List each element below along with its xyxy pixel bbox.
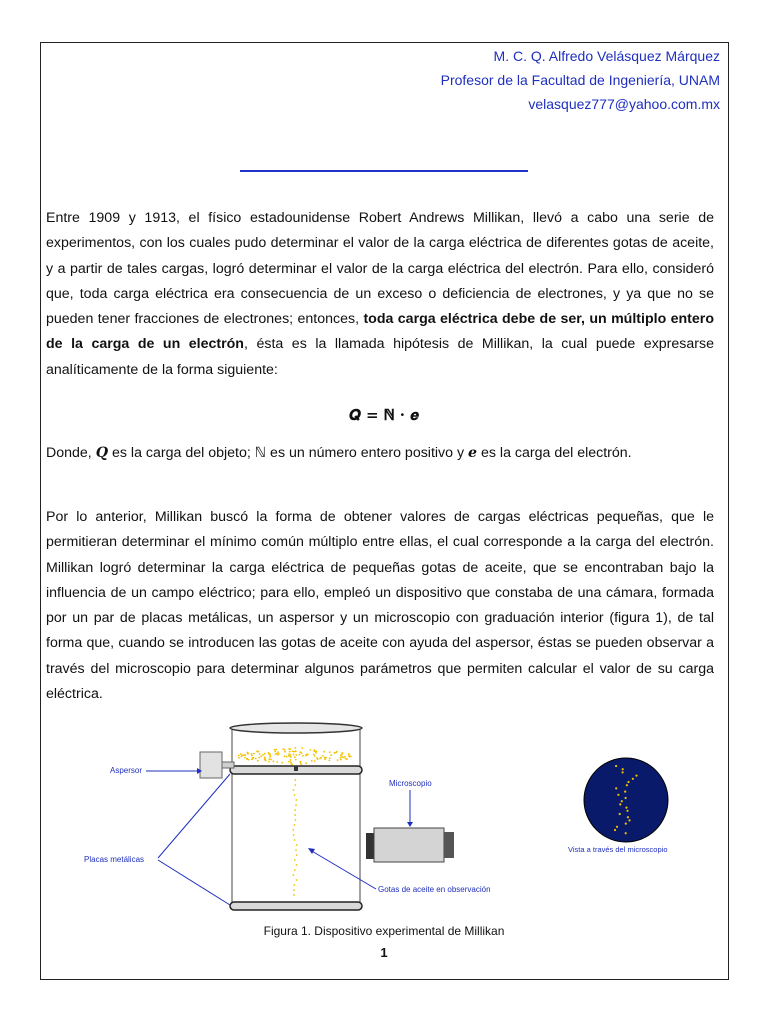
oil-droplet <box>240 753 242 755</box>
label-aspersor: Aspersor <box>110 766 143 775</box>
oil-droplet <box>259 753 261 755</box>
view-droplet <box>625 797 627 799</box>
oil-droplet <box>296 854 298 856</box>
oil-droplet <box>341 756 343 758</box>
arrowhead-microscopio <box>407 822 413 827</box>
oil-droplet <box>340 757 342 759</box>
view-droplet <box>615 787 617 789</box>
oil-droplet <box>294 824 296 826</box>
oil-droplet <box>260 755 262 757</box>
top-cap <box>230 723 362 733</box>
oil-droplet <box>316 751 318 753</box>
sprayer-nozzle <box>222 762 234 768</box>
oil-droplet <box>244 757 246 759</box>
author-position: Profesor de la Facultad de Ingeniería, UNAM <box>440 72 720 88</box>
oil-droplet <box>284 751 286 753</box>
paragraph-intro-text-a: Entre 1909 y 1913, el físico estadounidense Robert Andrews Millikan, llevó a cabo una serie de experimentos, con los cuales pudo determinar el valor de la carga eléctrica de diferentes gotas de aceite, y a partir de tales cargas, logró determinar el valor de la carga eléctrica del electrón. Para ello, consideró que, toda carga eléctrica era consecuencia de un exceso o deficiencia de electrones, y ya que no se pueden tener fracciones de electrones; entonces, <box>46 210 714 328</box>
view-droplet <box>625 807 627 809</box>
oil-droplet <box>293 789 295 791</box>
page-number: 1 <box>380 945 388 960</box>
symbol-e: e <box>468 445 478 461</box>
oil-droplet <box>320 757 322 759</box>
plate-hole <box>294 766 298 771</box>
oil-droplet <box>275 749 277 751</box>
oil-droplet <box>294 859 296 861</box>
oil-droplet <box>274 749 276 751</box>
oil-droplet <box>317 758 319 760</box>
paragraph-intro-text-b: , ésta es la llamada hipótesis de Millikan, la cual puede expresarse analíticamente de la forma siguiente: <box>46 336 714 378</box>
oil-droplet <box>269 753 271 755</box>
oil-droplet <box>330 754 332 756</box>
oil-droplet <box>264 753 266 755</box>
oil-droplet <box>277 751 279 753</box>
figure-caption: Figura 1. Dispositivo experimental de Millikan <box>263 924 505 938</box>
oil-droplet <box>291 764 293 766</box>
equation-legend <box>46 442 632 464</box>
oil-droplet <box>288 748 290 750</box>
oil-droplet <box>295 819 297 821</box>
view-droplet <box>635 775 637 777</box>
oil-droplet <box>314 750 316 752</box>
equation: 𝑸 = ℕ · 𝒆 <box>349 406 419 424</box>
oil-droplet <box>323 751 325 753</box>
oil-droplet <box>298 754 300 756</box>
oil-droplet <box>344 756 346 758</box>
label-microscopio: Microscopio <box>389 779 432 788</box>
view-droplet <box>624 791 626 793</box>
legend-text-b: es la carga del objeto; ℕ es un número entero positivo y <box>108 445 469 461</box>
oil-droplet <box>311 760 313 762</box>
oil-droplet <box>295 754 297 756</box>
label-vista: Vista a través del microscopio <box>568 845 668 854</box>
millikan-hypothesis-bold: toda carga eléctrica debe de ser, un múltiplo entero de la carga de un electrón <box>46 311 714 353</box>
view-droplet <box>625 832 627 834</box>
arrow-placas-top <box>158 774 230 858</box>
oil-droplet <box>269 758 271 760</box>
label-placas: Placas metálicas <box>84 855 145 864</box>
view-droplet <box>627 781 629 783</box>
oil-droplet <box>288 755 290 757</box>
oil-droplet <box>273 760 275 762</box>
oil-droplet <box>296 864 298 866</box>
oil-droplet <box>284 755 286 757</box>
oil-droplet <box>294 794 296 796</box>
microscope-tube <box>374 828 444 862</box>
view-droplet <box>615 765 617 767</box>
arrow-placas-bottom <box>158 860 230 905</box>
oil-droplet <box>251 755 253 757</box>
view-droplet <box>617 794 619 796</box>
oil-droplet <box>307 754 309 756</box>
view-droplet <box>622 768 624 770</box>
oil-droplet <box>299 751 301 753</box>
oil-droplet <box>276 761 278 763</box>
oil-droplet <box>310 749 312 751</box>
legend-text-c: es la carga del electrón. <box>477 445 632 461</box>
oil-droplet <box>247 753 249 755</box>
oil-droplet <box>328 760 330 762</box>
oil-droplet <box>238 755 240 757</box>
author-header <box>441 44 720 116</box>
view-droplet <box>614 829 616 831</box>
oil-droplet <box>289 751 291 753</box>
oil-droplet <box>324 758 326 760</box>
oil-droplet <box>336 751 338 753</box>
oil-droplet <box>294 779 296 781</box>
oil-droplet <box>302 755 304 757</box>
oil-droplet <box>256 750 258 752</box>
oil-droplet <box>305 755 307 757</box>
oil-droplet <box>305 762 307 764</box>
oil-droplet <box>290 759 292 761</box>
oil-droplet <box>262 754 264 756</box>
oil-droplet <box>294 839 296 841</box>
oil-droplet <box>241 754 243 756</box>
oil-droplet <box>294 809 296 811</box>
view-droplet <box>619 813 621 815</box>
view-droplet <box>626 784 628 786</box>
oil-droplet <box>286 756 288 758</box>
oil-droplet <box>329 751 331 753</box>
oil-droplet <box>255 758 257 760</box>
millikan-apparatus-figure <box>80 722 700 922</box>
oil-droplet <box>314 760 316 762</box>
oil-droplet <box>293 834 295 836</box>
oil-droplet <box>293 889 295 891</box>
oil-droplet <box>294 756 296 758</box>
oil-droplet <box>333 752 335 754</box>
oil-droplet <box>276 753 278 755</box>
view-droplet <box>632 778 634 780</box>
oil-droplet <box>293 754 295 756</box>
lower-plate <box>230 902 362 910</box>
author-email[interactable]: velasquez777@yahoo.com.mx <box>528 96 720 112</box>
view-droplet <box>628 819 630 821</box>
oil-droplet <box>264 757 266 759</box>
oil-droplet <box>337 759 339 761</box>
sprayer <box>200 752 222 778</box>
oil-droplet <box>269 756 271 758</box>
oil-droplet <box>295 849 297 851</box>
label-gotas: Gotas de aceite en observación <box>378 885 491 894</box>
oil-droplet <box>345 758 347 760</box>
oil-droplet <box>281 762 283 764</box>
view-droplet <box>622 771 624 773</box>
oil-droplet <box>294 869 296 871</box>
author-name: M. C. Q. Alfredo Velásquez Márquez <box>493 48 720 64</box>
view-droplet <box>616 826 618 828</box>
oil-droplet <box>293 894 295 896</box>
view-droplet <box>621 800 623 802</box>
oil-droplet <box>290 756 292 758</box>
paragraph-intro <box>46 206 714 383</box>
microscope-lens <box>366 833 374 859</box>
oil-droplet <box>293 751 295 753</box>
oil-droplet <box>295 750 297 752</box>
oil-droplet <box>313 754 315 756</box>
legend-text-a: Donde, <box>46 445 96 461</box>
oil-droplet <box>294 884 296 886</box>
paragraph-apparatus: Por lo anterior, Millikan buscó la forma de obtener valores de cargas eléctricas pequeñas, que le permitieran determinar el mínimo común múltiplo entre ellas, el cual corresponde a la carga del electrón. Millikan logró determinar la carga eléctrica de pequeñas gotas de aceite, que se encontraban bajo la influencia de un campo eléctrico; para ello, empleó un dispositivo que constaba de una cámara, formada por un par de placas metálicas, un aspersor y un microscopio con graduación interior (figura 1), de tal forma que, cuando se introducen las gotas de aceite con ayuda del aspersor, éstas se pueden observar a través del microscopio para determinar algunos parámetros que permiten calcular el valor de su carga eléctrica. <box>46 509 714 703</box>
oil-droplet <box>238 757 240 759</box>
oil-droplet <box>342 752 344 754</box>
oil-droplet <box>252 757 254 759</box>
oil-droplet <box>292 874 294 876</box>
oil-droplet <box>292 829 294 831</box>
oil-droplet <box>300 763 302 765</box>
microscope-eyepiece <box>444 832 454 858</box>
oil-droplet <box>288 761 290 763</box>
oil-droplet <box>290 761 292 763</box>
microscope-view-icon <box>584 758 668 842</box>
oil-droplet <box>314 755 316 757</box>
oil-droplet <box>294 814 296 816</box>
oil-droplet <box>296 879 298 881</box>
oil-droplet <box>349 756 351 758</box>
view-droplet <box>619 803 621 805</box>
oil-droplet <box>257 760 259 762</box>
oil-droplet <box>251 753 253 755</box>
oil-droplet <box>324 757 326 759</box>
oil-droplet <box>295 759 297 761</box>
oil-droplet <box>322 755 324 757</box>
oil-droplet <box>258 757 260 759</box>
oil-droplet <box>288 753 290 755</box>
oil-droplet <box>253 753 255 755</box>
oil-droplet <box>270 759 272 761</box>
title-divider <box>240 170 528 172</box>
oil-droplet <box>292 751 294 753</box>
oil-droplet <box>274 751 276 753</box>
oil-droplet <box>296 844 298 846</box>
oil-droplet <box>282 748 284 750</box>
oil-droplet <box>340 759 342 761</box>
view-droplet <box>625 823 627 825</box>
oil-droplet <box>294 784 296 786</box>
oil-droplet <box>246 758 248 760</box>
view-droplet <box>626 810 628 812</box>
oil-droplet <box>294 747 296 749</box>
oil-droplet <box>295 799 297 801</box>
symbol-q: Q <box>95 445 109 461</box>
oil-droplet <box>268 761 270 763</box>
oil-droplet <box>284 749 286 751</box>
oil-droplet <box>301 747 303 749</box>
oil-droplet <box>329 757 331 759</box>
view-droplet <box>627 816 629 818</box>
oil-droplet <box>243 754 245 756</box>
oil-droplet <box>295 804 297 806</box>
